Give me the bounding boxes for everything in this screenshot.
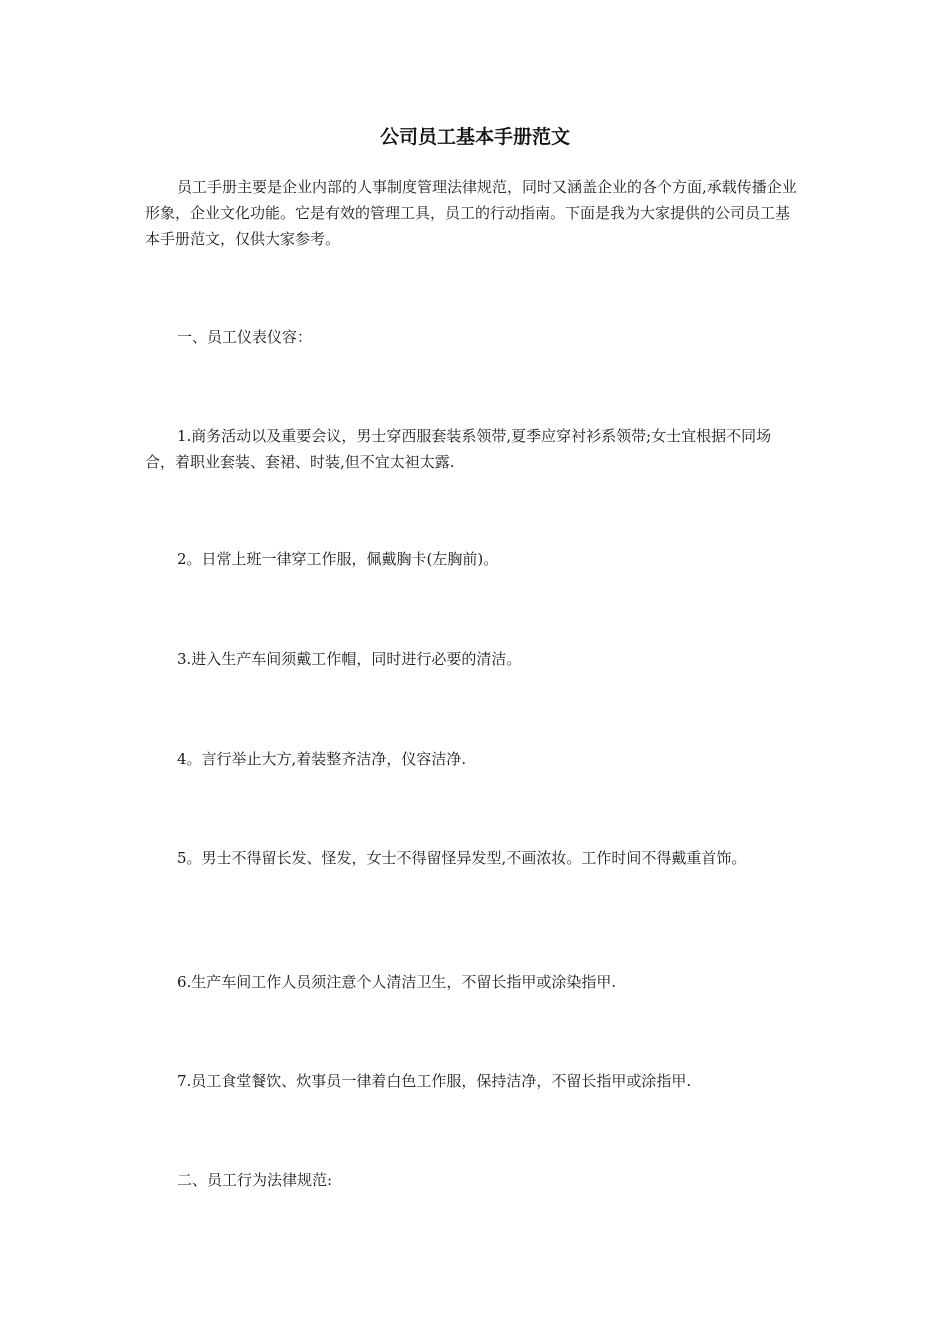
intro-paragraph: 员工手册主要是企业内部的人事制度管理法律规范，同时又涵盖企业的各个方面,承载传播企业形象，企业文化功能。它是有效的管理工具，员工的行动指南。下面是我为大家提供的公司员工基本手册范文，仅供大家参考。: [145, 178, 797, 248]
list-item: 1.商务活动以及重要会议，男士穿西服套装系领带,夏季应穿衬衫系领带;女士宜根据不同场合，着职业套装、套裙、时装,但不宜太袒太露.: [145, 427, 772, 471]
list-item: 5。男士不得留长发、怪发，女士不得留怪异发型,不画浓妆。工作时间不得戴重首饰。: [177, 849, 747, 867]
list-item: 4。言行举止大方,着装整齐洁净，仪容洁净.: [177, 750, 467, 768]
list-item: 2。日常上班一律穿工作服，佩戴胸卡(左胸前)。: [177, 550, 499, 568]
section-heading-conduct: 二、员工行为法律规范:: [177, 1171, 333, 1189]
section-heading-appearance: 一、员工仪表仪容：: [177, 328, 313, 346]
list-item: 7.员工食堂餐饮、炊事员一律着白色工作服，保持洁净，不留长指甲或涂指甲.: [177, 1072, 692, 1090]
list-item: 6.生产车间工作人员须注意个人清洁卫生，不留长指甲或涂染指甲.: [177, 973, 617, 991]
list-item: 3.进入生产车间须戴工作帽，同时进行必要的清洁。: [177, 650, 522, 668]
document-title: 公司员工基本手册范文: [379, 126, 570, 148]
